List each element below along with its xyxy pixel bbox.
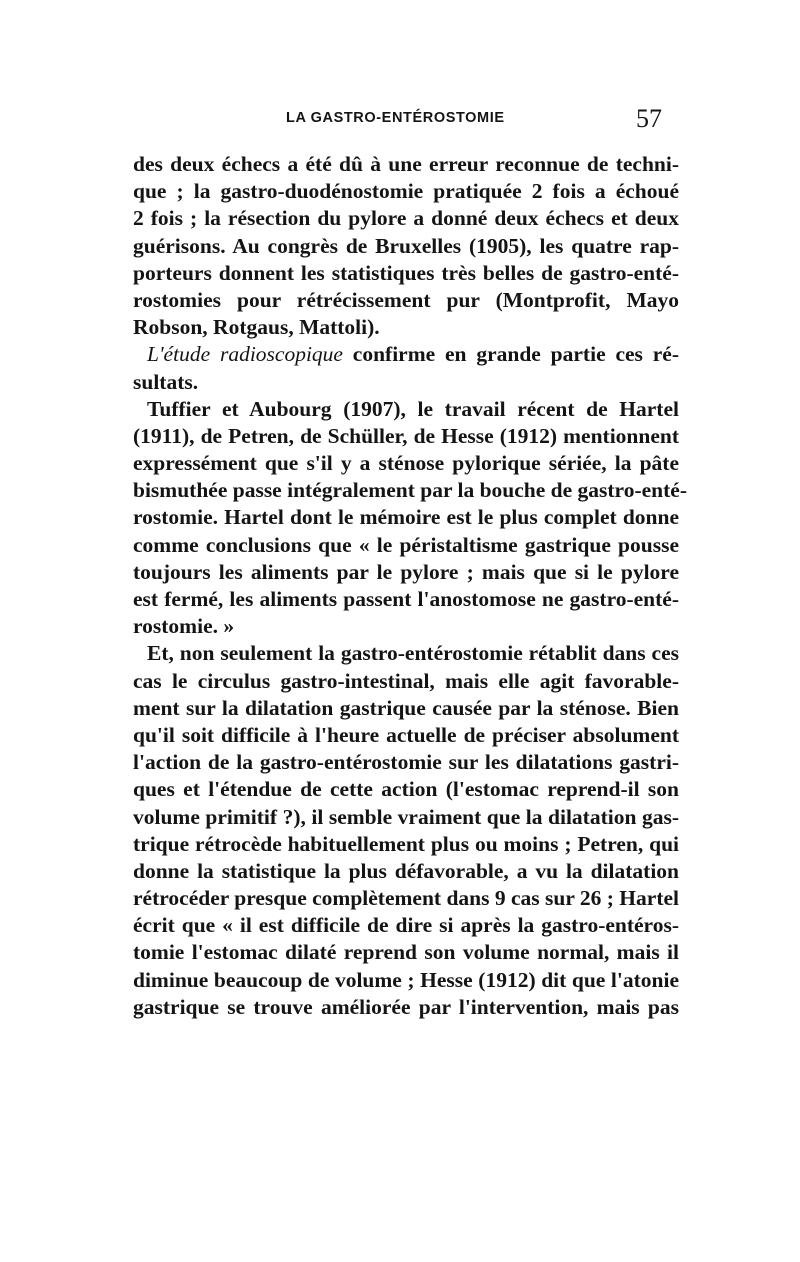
text-line: diminue beaucoup de volume ; Hesse (1912) dit que l'atonie bbox=[133, 967, 679, 992]
text-line: Et, non seulement la gastro-entérostomie rétablit dans ces bbox=[147, 641, 679, 666]
text-line: (1911), de Petren, de Schüller, de Hesse (1912) mentionnent bbox=[133, 423, 679, 448]
text-line: trique rétrocède habituellement plus ou moins ; Petren, qui bbox=[133, 831, 679, 856]
running-header bbox=[0, 104, 800, 140]
text-line: cas le circulus gastro-intestinal, mais elle agit favorable- bbox=[133, 668, 679, 693]
text-line: qu'il soit difficile à l'heure actuelle de préciser absolument bbox=[133, 722, 679, 747]
text-line: rostomie. » bbox=[133, 614, 235, 639]
text-line: sultats. bbox=[133, 369, 199, 394]
text-line: Tuffier et Aubourg (1907), le travail récent de Hartel bbox=[147, 396, 679, 421]
text-line: que ; la gastro-duodénostomie pratiquée 2 fois a échoué bbox=[133, 179, 679, 204]
text-line bbox=[133, 341, 679, 368]
text-line: donne la statistique la plus défavorable, a vu la dilatation bbox=[133, 858, 679, 883]
italic-phrase: L'étude radioscopique bbox=[147, 342, 343, 367]
text-line: rostomie. Hartel dont le mémoire est le plus complet donne bbox=[133, 505, 679, 530]
text-line: bismuthée passe intégralement par la bouche de gastro-enté- bbox=[133, 478, 687, 503]
text-line: rétrocéder presque complètement dans 9 cas sur 26 ; Hartel bbox=[133, 886, 679, 911]
text-line: ques et l'étendue de cette action (l'estomac reprend-il son bbox=[133, 777, 679, 802]
text-line: écrit que « il est difficile de dire si après la gastro-entéros- bbox=[133, 913, 679, 938]
text-line: des deux échecs a été dû à une erreur reconnue de techni- bbox=[133, 152, 679, 176]
text-line: gastrique se trouve améliorée par l'intervention, mais pas bbox=[133, 994, 679, 1019]
text-line: Robson, Rotgaus, Mattoli). bbox=[133, 315, 380, 340]
text-line: comme conclusions que « le péristaltisme gastrique pousse bbox=[133, 532, 679, 557]
body-text bbox=[133, 151, 687, 1021]
text-line: ment sur la dilatation gastrique causée par la sténose. Bien bbox=[133, 695, 679, 720]
text-line: est fermé, les aliments passent l'anostomose ne gastro-enté- bbox=[133, 587, 679, 611]
running-title: LA GASTRO-ENTÉROSTOMIE bbox=[286, 110, 505, 126]
text-line: volume primitif ?), il semble vraiment que la dilatation gas- bbox=[133, 804, 679, 829]
text-line: tomie l'estomac dilaté reprend son volume normal, mais il bbox=[133, 940, 679, 965]
text-line: toujours les aliments par le pylore ; mais que si le pylore bbox=[133, 559, 679, 584]
page-number: 57 bbox=[636, 104, 662, 133]
text-line: 2 fois ; la résection du pylore a donné deux échecs et deux bbox=[133, 206, 679, 231]
text-line: expressément que s'il y a sténose pylorique sériée, la pâte bbox=[133, 451, 679, 476]
text-line: guérisons. Au congrès de Bruxelles (1905), les quatre rap- bbox=[133, 233, 679, 258]
text-line: porteurs donnent les statistiques très belles de gastro-enté- bbox=[133, 260, 679, 285]
text-line: l'action de la gastro-entérostomie sur les dilatations gastri- bbox=[133, 750, 679, 775]
text-line: rostomies pour rétrécissement pur (Montprofit, Mayo bbox=[133, 287, 679, 312]
text-span: confirme en grande partie ces ré- bbox=[342, 342, 679, 367]
